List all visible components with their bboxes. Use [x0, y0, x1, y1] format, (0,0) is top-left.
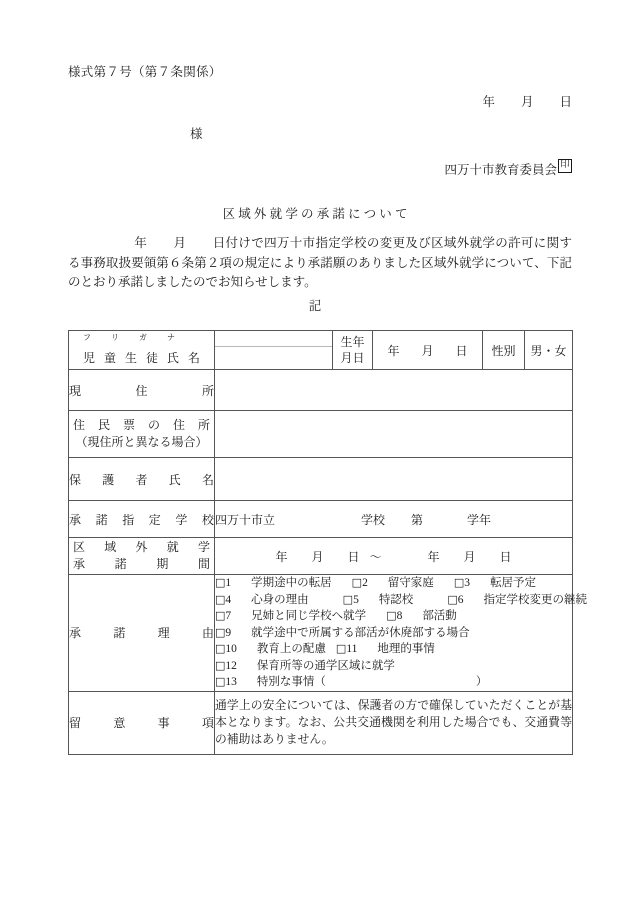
checkbox-reason-7[interactable] [215, 610, 366, 622]
checkbox-reason-13[interactable] [215, 676, 326, 688]
body-date-month: 月 [173, 236, 187, 250]
notes-text: 通学上の安全については、保護者の方で確保していただくことが基本となります。なお、公共交通機関を利用した場合でも、交通費等の補助はありません。 [215, 691, 573, 754]
reason-text-13: 特別な事情（ [256, 676, 326, 688]
checkbox-reason-4[interactable] [215, 594, 309, 606]
notes-label: 留意事項 [69, 691, 215, 754]
reason-text-11: 地理的事情 [377, 643, 435, 655]
checkbox-icon: □ [215, 675, 226, 688]
registered-address-label-line2: （現住所と異なる場合） [75, 435, 208, 449]
reason-text-9: 就学途中で所属する部活が休廃部する場合 [251, 626, 470, 639]
reason-text-8: 部活動 [422, 610, 457, 622]
dob-label-line1: 生年 [340, 335, 365, 349]
table-row-registered-address [69, 411, 573, 458]
dob-day: 日 [455, 343, 468, 358]
reason-no-6: 6 [457, 593, 464, 606]
checkbox-icon: □ [447, 592, 458, 606]
issue-date-month: 月 [520, 95, 534, 109]
reason-line-1 [215, 575, 572, 592]
period-start-day: 日 [347, 549, 360, 564]
reason-no-3: 3 [464, 577, 470, 589]
body-date-year: 年 [134, 236, 148, 250]
reason-line-7 [215, 674, 572, 691]
application-table [68, 330, 587, 755]
table-row-approved-school [69, 501, 573, 538]
reason-text-12: 保育所等の通学区域に就学 [256, 659, 395, 672]
dob-year: 年 [387, 343, 400, 358]
ki-mark: 記 [308, 299, 322, 313]
table-row-reason [69, 575, 573, 692]
registered-address-label-line1: 住民票の住所 [73, 418, 210, 432]
guardian-name-label: 保護者氏名 [69, 458, 215, 501]
reason-text-3: 転居予定 [489, 577, 536, 589]
seal-icon: 印 [558, 159, 572, 173]
checkbox-icon: □ [351, 576, 363, 589]
table-row-notes [69, 691, 573, 754]
reason-text-6: 指定学校変更の継続 [483, 593, 587, 606]
checkbox-icon: □ [215, 625, 226, 639]
reason-no-2: 2 [362, 577, 368, 589]
reason-no-1: 1 [225, 577, 232, 589]
period-end-year: 年 [427, 549, 440, 564]
period-label-line1: 区域外就学 [73, 540, 210, 554]
reason-line-5 [215, 641, 572, 658]
reason-text-10: 教育上の配慮 [256, 643, 326, 655]
checkbox-icon: □ [453, 576, 465, 589]
page-title: 区域外就学の承諾について [222, 207, 411, 221]
approved-school-input[interactable] [215, 501, 573, 538]
checkbox-reason-11[interactable] [336, 643, 435, 655]
checkbox-icon: □ [215, 609, 226, 622]
grade-suffix: 学年 [467, 512, 492, 527]
checkbox-reason-9[interactable] [215, 627, 470, 639]
reason-no-11: 11 [346, 643, 358, 655]
period-end-day: 日 [499, 549, 512, 564]
student-name-label: 児童生徒氏名 [83, 351, 200, 365]
checkbox-icon: □ [215, 642, 226, 655]
reason-line-4 [215, 625, 572, 642]
checkbox-icon: □ [335, 642, 347, 655]
period-start-year: 年 [275, 549, 288, 564]
checkbox-reason-10[interactable] [215, 643, 326, 655]
dob-label-line2: 月日 [340, 351, 365, 365]
issue-date-year: 年 [482, 95, 495, 109]
reason-no-5: 5 [353, 593, 359, 606]
approved-school-label: 承諾指定学校 [69, 501, 215, 538]
reason-line-2 [215, 592, 587, 609]
table-row-guardian [69, 458, 573, 501]
reason-no-9: 9 [225, 626, 232, 639]
issue-date-day: 日 [559, 95, 572, 109]
reason-text-2: 留守家庭 [387, 577, 434, 589]
issuer-name: 四万十市教育委員会 [444, 163, 557, 177]
body-text: 日付けで四万十市指定学校の変更及び区域外就学の許可に関する事務取扱要領第６条第２項の規定により承諾願のありました区域外就学について、下記のとおり承諾しましたのでお知らせします。 [68, 236, 572, 289]
checkbox-reason-1[interactable] [215, 577, 332, 589]
reason-checkbox-list[interactable] [215, 575, 587, 692]
issuer-line [444, 159, 572, 178]
checkbox-icon: □ [215, 592, 226, 606]
reason-no-4: 4 [225, 593, 232, 606]
period-label [69, 538, 215, 575]
special-reason-paren-close: ） [475, 676, 488, 688]
furigana-label: フ リ ガ ナ [83, 333, 175, 342]
reason-no-10: 10 [225, 643, 237, 655]
reason-line-6 [215, 658, 572, 675]
name-input[interactable] [215, 347, 332, 369]
checkbox-reason-12[interactable] [215, 660, 395, 672]
period-range-mark: ～ [369, 549, 382, 564]
checkbox-reason-6[interactable] [447, 594, 587, 606]
current-address-label: 現住所 [69, 370, 215, 411]
reason-text-4: 心身の理由 [251, 593, 309, 606]
dob-input[interactable] [373, 331, 483, 370]
checkbox-reason-5[interactable] [343, 594, 414, 606]
checkbox-icon: □ [215, 576, 226, 589]
registered-address-label [69, 411, 215, 458]
school-suffix: 学校 [361, 512, 386, 527]
furigana-input[interactable] [215, 331, 332, 347]
reason-text-5: 特認校 [378, 593, 414, 606]
school-prefix: 四万十市立 [215, 512, 276, 527]
checkbox-reason-8[interactable] [386, 610, 457, 622]
issue-date-line [482, 92, 572, 110]
current-address-input[interactable] [215, 370, 573, 411]
student-name-label-cell [69, 331, 215, 370]
reason-text-1: 学期途中の転居 [251, 577, 332, 589]
reason-no-8: 8 [396, 610, 403, 622]
form-number: 様式第７号（第７条関係） [68, 65, 222, 79]
reason-label: 承諾理由 [69, 575, 215, 692]
reason-no-12: 12 [225, 659, 237, 672]
checkbox-icon: □ [342, 592, 354, 606]
registered-address-input[interactable] [215, 411, 573, 458]
checkbox-icon: □ [386, 609, 397, 622]
student-name-input[interactable] [215, 331, 333, 370]
addressee-honorific: 様 [190, 127, 203, 141]
reason-text-7: 兄姉と同じ学校へ就学 [251, 610, 367, 622]
dob-month: 月 [421, 343, 434, 358]
table-row-period [69, 538, 573, 575]
guardian-name-input[interactable] [215, 458, 573, 501]
period-input[interactable] [215, 538, 573, 575]
gender-options[interactable]: 男・女 [525, 331, 573, 370]
reason-no-7: 7 [225, 610, 232, 622]
period-label-line2: 承諾期間 [73, 557, 210, 571]
checkbox-reason-3[interactable] [454, 577, 536, 589]
body-paragraph [68, 234, 572, 293]
period-start-month: 月 [311, 549, 324, 564]
gender-label: 性別 [483, 331, 525, 370]
period-end-month: 月 [463, 549, 476, 564]
table-row-name [69, 331, 573, 370]
checkbox-reason-2[interactable] [352, 577, 434, 589]
table-row-current-address [69, 370, 573, 411]
checkbox-icon: □ [215, 658, 226, 672]
reason-line-3 [215, 608, 572, 625]
grade-prefix: 第 [411, 512, 424, 527]
dob-label-cell [333, 331, 373, 370]
reason-no-13: 13 [225, 676, 237, 688]
